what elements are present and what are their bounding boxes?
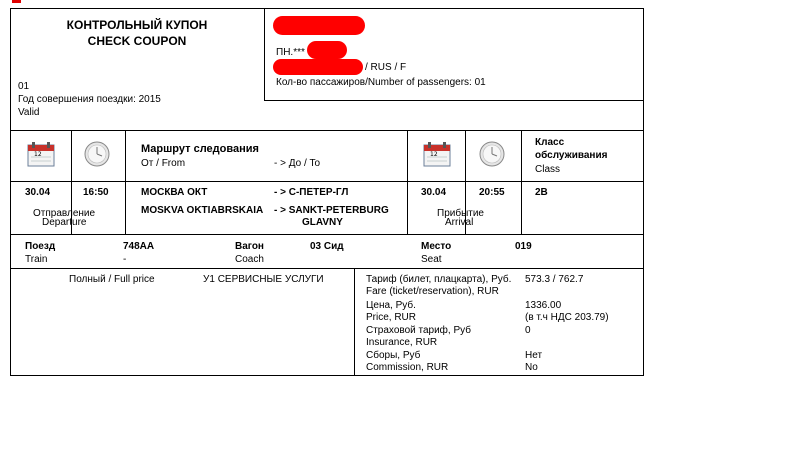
- clock-icon: [84, 141, 110, 167]
- departure-label-ru: Отправление: [33, 208, 96, 219]
- seat-number: 019: [515, 241, 532, 252]
- trip-year: Год совершения поездки: 2015: [18, 94, 161, 105]
- divider-arr-time: [521, 130, 522, 234]
- redacted-name: [273, 16, 365, 35]
- train-number: 748АА: [123, 241, 155, 252]
- from-station-ru: МОСКВА ОКТ: [141, 187, 208, 198]
- divider-route-bottom: [11, 234, 643, 235]
- services: У1 СЕРВИСНЫЕ УСЛУГИ: [203, 274, 324, 285]
- valid-status: Valid: [18, 107, 40, 118]
- commission-value-en: No: [525, 362, 538, 373]
- coupon-title-en: CHECK COUPON: [87, 34, 187, 48]
- arrival-time: 20:55: [479, 187, 505, 198]
- to-station-ru: - > С-ПЕТЕР-ГЛ: [274, 187, 349, 198]
- arrival-label-en: Arrival: [445, 217, 474, 228]
- passenger-citizenship: / RUS / F: [365, 62, 407, 73]
- arrival-label-ru: Прибытие: [437, 208, 484, 219]
- fare-label-ru: Тариф (билет, плацкарта), Руб.: [366, 274, 512, 285]
- price-value: 1336.00: [525, 300, 562, 311]
- commission-value-ru: Нет: [525, 350, 543, 361]
- car-label-ru: Вагон: [235, 241, 264, 252]
- car-label-en: Coach: [235, 254, 264, 265]
- coupon-title-ru: КОНТРОЛЬНЫЙ КУПОН: [66, 18, 208, 32]
- commission-label-ru: Сборы, Руб: [366, 350, 421, 361]
- divider-passenger-left: [264, 9, 265, 101]
- insurance-label-ru: Страховой тариф, Руб: [366, 325, 471, 336]
- class-header-2: обслуживания: [535, 150, 608, 161]
- class-header-en: Class: [535, 164, 561, 175]
- insurance-value: 0: [525, 325, 531, 336]
- to-label: - > До / To: [274, 158, 321, 169]
- to-station-en-1: - > SANKT-PETERBURG: [274, 205, 389, 216]
- to-station-en-2: GLAVNY: [302, 217, 343, 228]
- departure-date: 30.04: [25, 187, 51, 198]
- train-label-ru: Поезд: [25, 241, 56, 252]
- class-header-1: Класс: [535, 137, 565, 148]
- divider-train-bottom: [11, 268, 643, 269]
- divider-route-right: [407, 130, 408, 234]
- vat-note: (в т.ч НДС 203.79): [525, 312, 609, 323]
- commission-label-en: Commission, RUR: [366, 362, 449, 373]
- route-header: Маршрут следования: [141, 143, 259, 155]
- fare-label-en: Fare (ticket/reservation), RUR: [366, 286, 499, 297]
- departure-label-en: Departure: [42, 217, 87, 228]
- departure-time: 16:50: [83, 187, 109, 198]
- insurance-label-en: Insurance, RUR: [366, 337, 438, 348]
- seat-label-en: Seat: [421, 254, 442, 265]
- calendar-icon: [27, 141, 55, 167]
- price-label-ru: Цена, Руб.: [366, 300, 416, 311]
- train-label-en: Train: [25, 254, 48, 265]
- from-station-en: MOSKVA OKTIABRSKAIA: [141, 205, 264, 216]
- passenger-name-prefix: ПН.***: [276, 47, 305, 58]
- clock-icon-arrival: [479, 141, 505, 167]
- car-number: 03 Сид: [310, 241, 344, 252]
- calendar-day-text-arrival: 12: [430, 151, 438, 158]
- calendar-icon-arrival: [423, 141, 451, 167]
- full-price: Полный / Full price: [69, 274, 155, 285]
- divider-route-header-bottom: [11, 181, 643, 182]
- check-coupon-ticket: [10, 8, 644, 376]
- arrival-date: 30.04: [421, 187, 447, 198]
- redacted-name-2: [307, 41, 347, 59]
- calendar-day-text: 12: [34, 151, 42, 158]
- fare-value: 573.3 / 762.7: [525, 274, 584, 285]
- price-label-en: Price, RUR: [366, 312, 417, 323]
- divider-header-bottom: [11, 130, 643, 131]
- divider-dep-time: [125, 130, 126, 234]
- from-label: От / From: [141, 158, 186, 169]
- train-en-value: -: [123, 254, 127, 265]
- coupon-number: 01: [18, 81, 30, 92]
- redacted-document: [273, 59, 363, 75]
- divider-pricing: [354, 268, 355, 376]
- top-red-mark: [12, 0, 21, 3]
- seat-label-ru: Место: [421, 241, 452, 252]
- passengers-count: Кол-во пассажиров/Number of passengers: 01: [276, 77, 486, 88]
- service-class: 2В: [535, 187, 548, 198]
- divider-passenger-bottom: [264, 100, 644, 101]
